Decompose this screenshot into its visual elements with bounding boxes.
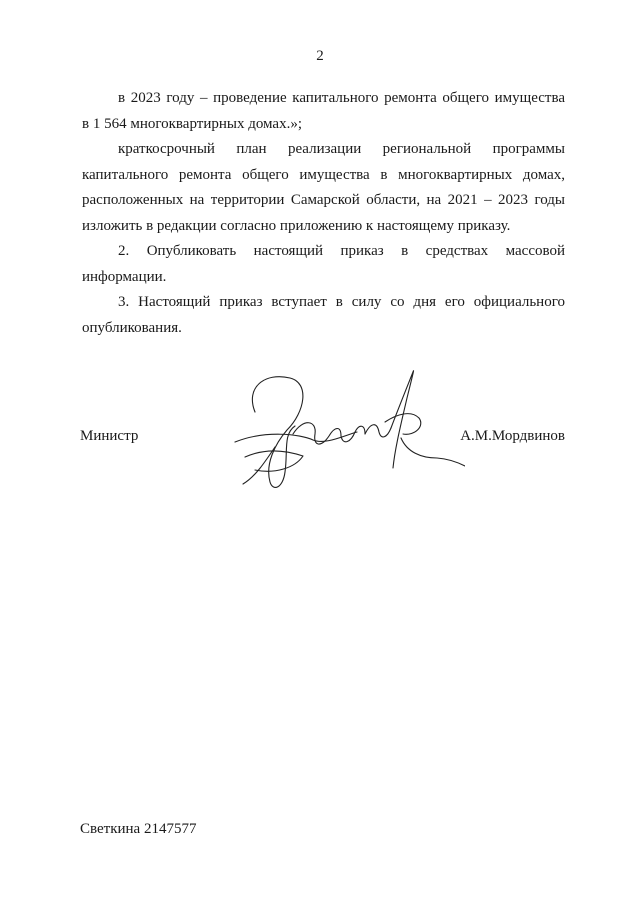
text-line: в 1 564 многоквартирных домах.»; xyxy=(82,115,303,132)
text-line: расположенных на территории Самарской области, на 2021 – 2023 годы xyxy=(82,192,565,208)
text-line: 2. Опубликовать настоящий приказ в средствах массовой xyxy=(118,243,565,259)
paragraph-repair-plan-2023 xyxy=(82,86,565,137)
page-number: 2 xyxy=(316,48,324,64)
text-line: изложить в редакции согласно приложению к настоящему приказу. xyxy=(82,217,511,234)
signatory-name: А.М.Мордвинов xyxy=(460,428,565,444)
text-line: краткосрочный план реализации региональной программы xyxy=(118,141,565,157)
signatory-title: Министр xyxy=(80,428,139,444)
executor-contact: Светкина 2147577 xyxy=(80,821,197,837)
handwritten-signature-icon xyxy=(225,352,465,502)
text-line: информации. xyxy=(82,268,167,285)
text-line: 3. Настоящий приказ вступает в силу со дня его официального xyxy=(118,294,565,310)
text-line: в 2023 году – проведение капитального ремонта общего имущества xyxy=(118,90,565,106)
paragraph-effective-date xyxy=(82,290,565,341)
paragraph-publish xyxy=(82,239,565,290)
paragraph-short-term-plan xyxy=(82,137,565,239)
text-line: капитального ремонта общего имущества в многоквартирных домах, xyxy=(82,166,565,183)
text-line: опубликования. xyxy=(82,319,182,336)
